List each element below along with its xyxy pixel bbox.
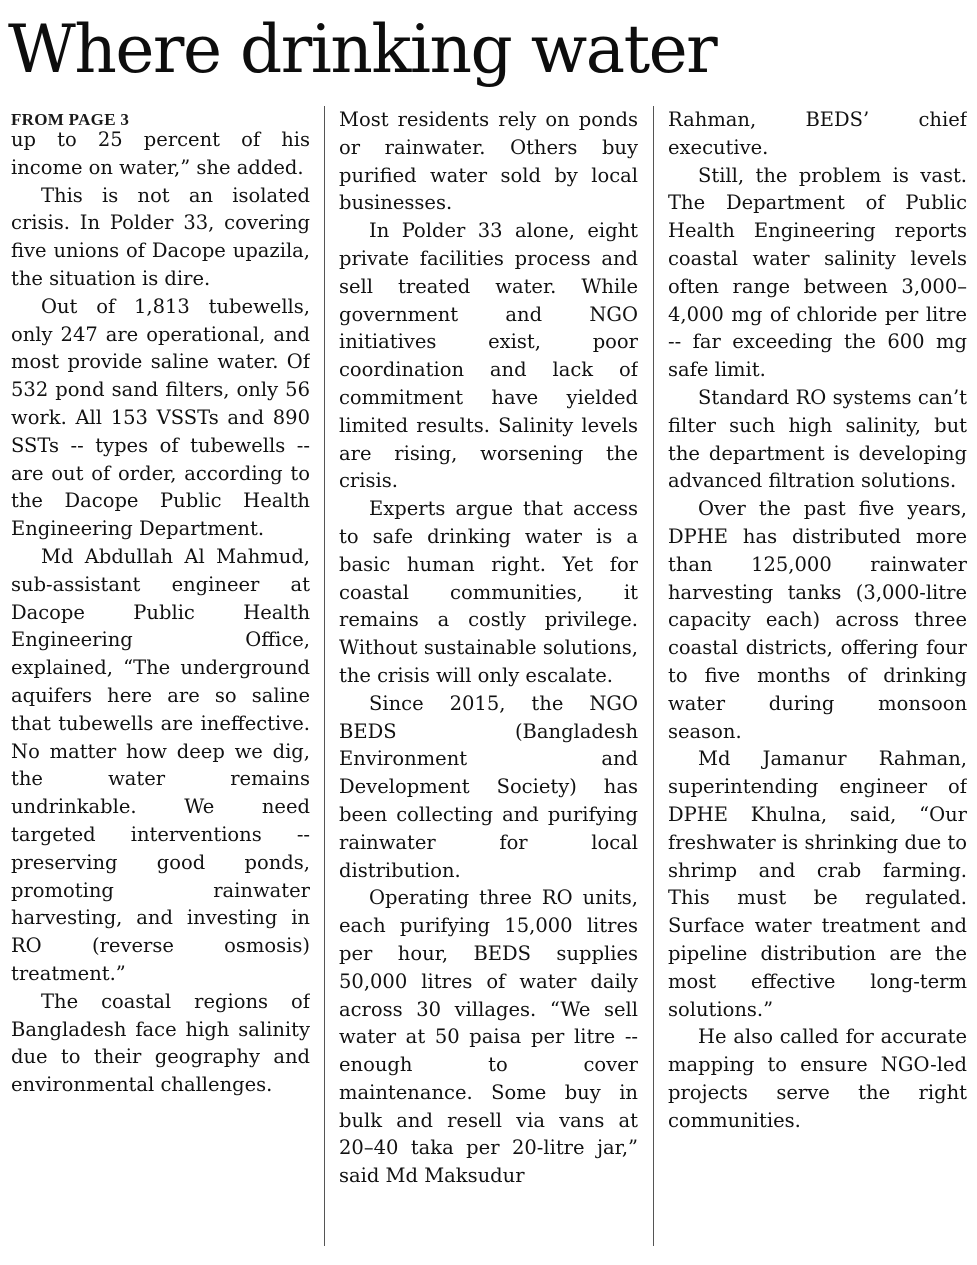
article-paragraph: Experts argue that access to safe drinking water is a basic human right. Yet for coastal communities, it remains a costly privilege. Without sustainable solutions, the crisis will only escalate. xyxy=(339,497,638,687)
article-paragraph: Standard RO systems can’t filter such high salinity, but the department is developing advanced filtration solutions. xyxy=(668,385,967,493)
article-paragraph: The coastal regions of Bangladesh face high salinity due to their geography and environmental challenges. xyxy=(11,989,310,1097)
article-paragraph: Still, the problem is vast. The Department of Public Health Engineering reports coastal water salinity levels often range between 3,000–4,000 mg of chloride per litre -- far exceeding the 600 mg safe limit. xyxy=(668,163,967,382)
article-column-2 xyxy=(339,106,638,1253)
article-paragraph: Md Abdullah Al Mahmud, sub-assistant engineer at Dacope Public Health Engineering Office, explained, “The underground aquifers here are so saline that tubewells are ineffective. No matter how deep we dig, the water remains undrinkable. We need targeted interventions -- preserving good ponds, promoting rainwater harvesting, and investing in RO (reverse osmosis) treatment.” xyxy=(11,544,310,985)
headline: Where drinking water xyxy=(8,11,717,88)
article-paragraph: Since 2015, the NGO BEDS (Bangladesh Environment and Development Society) has been collecting and purifying rainwater for local distribution. xyxy=(339,691,638,882)
article-paragraph: Md Jamanur Rahman, superintending engineer of DPHE Khulna, said, “Our freshwater is shrinking due to shrimp and crab farming. This must be regulated. Surface water treatment and pipeline distribution are the most effective long-term solutions.” xyxy=(668,747,967,1021)
column-divider xyxy=(324,106,325,1246)
article-paragraph: He also called for accurate mapping to ensure NGO-led projects serve the right communities. xyxy=(668,1025,967,1132)
article-paragraph: Most residents rely on ponds or rainwater. Others buy purified water sold by local businesses. xyxy=(339,108,638,215)
article-paragraph: This is not an isolated crisis. In Polder 33, covering five unions of Dacope upazila, the situation is dire. xyxy=(11,183,310,290)
article-paragraph: Over the past five years, DPHE has distributed more than 125,000 rainwater harvesting tanks (3,000-litre capacity each) across three coastal districts, offering four to five months of drinking water during monsoon season. xyxy=(668,497,967,743)
article-paragraph: up to 25 percent of his income on water,” she added. xyxy=(11,128,310,179)
article-paragraph: In Polder 33 alone, eight private facilities process and sell treated water. While government and NGO initiatives exist, poor coordination and lack of commitment have yielded limited results. Salinity levels are rising, worsening the crisis. xyxy=(339,219,638,493)
column-divider xyxy=(653,106,654,1246)
article-column-1 xyxy=(11,106,310,1253)
article-column-3 xyxy=(668,106,967,1253)
continued-from-label: FROM PAGE 3 xyxy=(11,110,130,129)
article-paragraph: Operating three RO units, each purifying 15,000 litres per hour, BEDS supplies 50,000 litres of water daily across 30 villages. “We sell water at 50 paisa per litre -- enough to cover maintenance. Some buy in bulk and resell via vans at 20–40 taka per 20-litre jar,” said Md Maksudur xyxy=(339,886,638,1188)
article-paragraph: Out of 1,813 tubewells, only 247 are operational, and most provide saline water. Of 532 pond sand filters, only 56 work. All 153 VSSTs and 890 SSTs -- types of tubewells -- are out of order, according to the Dacope Public Health Engineering Department. xyxy=(11,294,310,541)
article-paragraph: Rahman, BEDS’ chief executive. xyxy=(668,108,967,159)
